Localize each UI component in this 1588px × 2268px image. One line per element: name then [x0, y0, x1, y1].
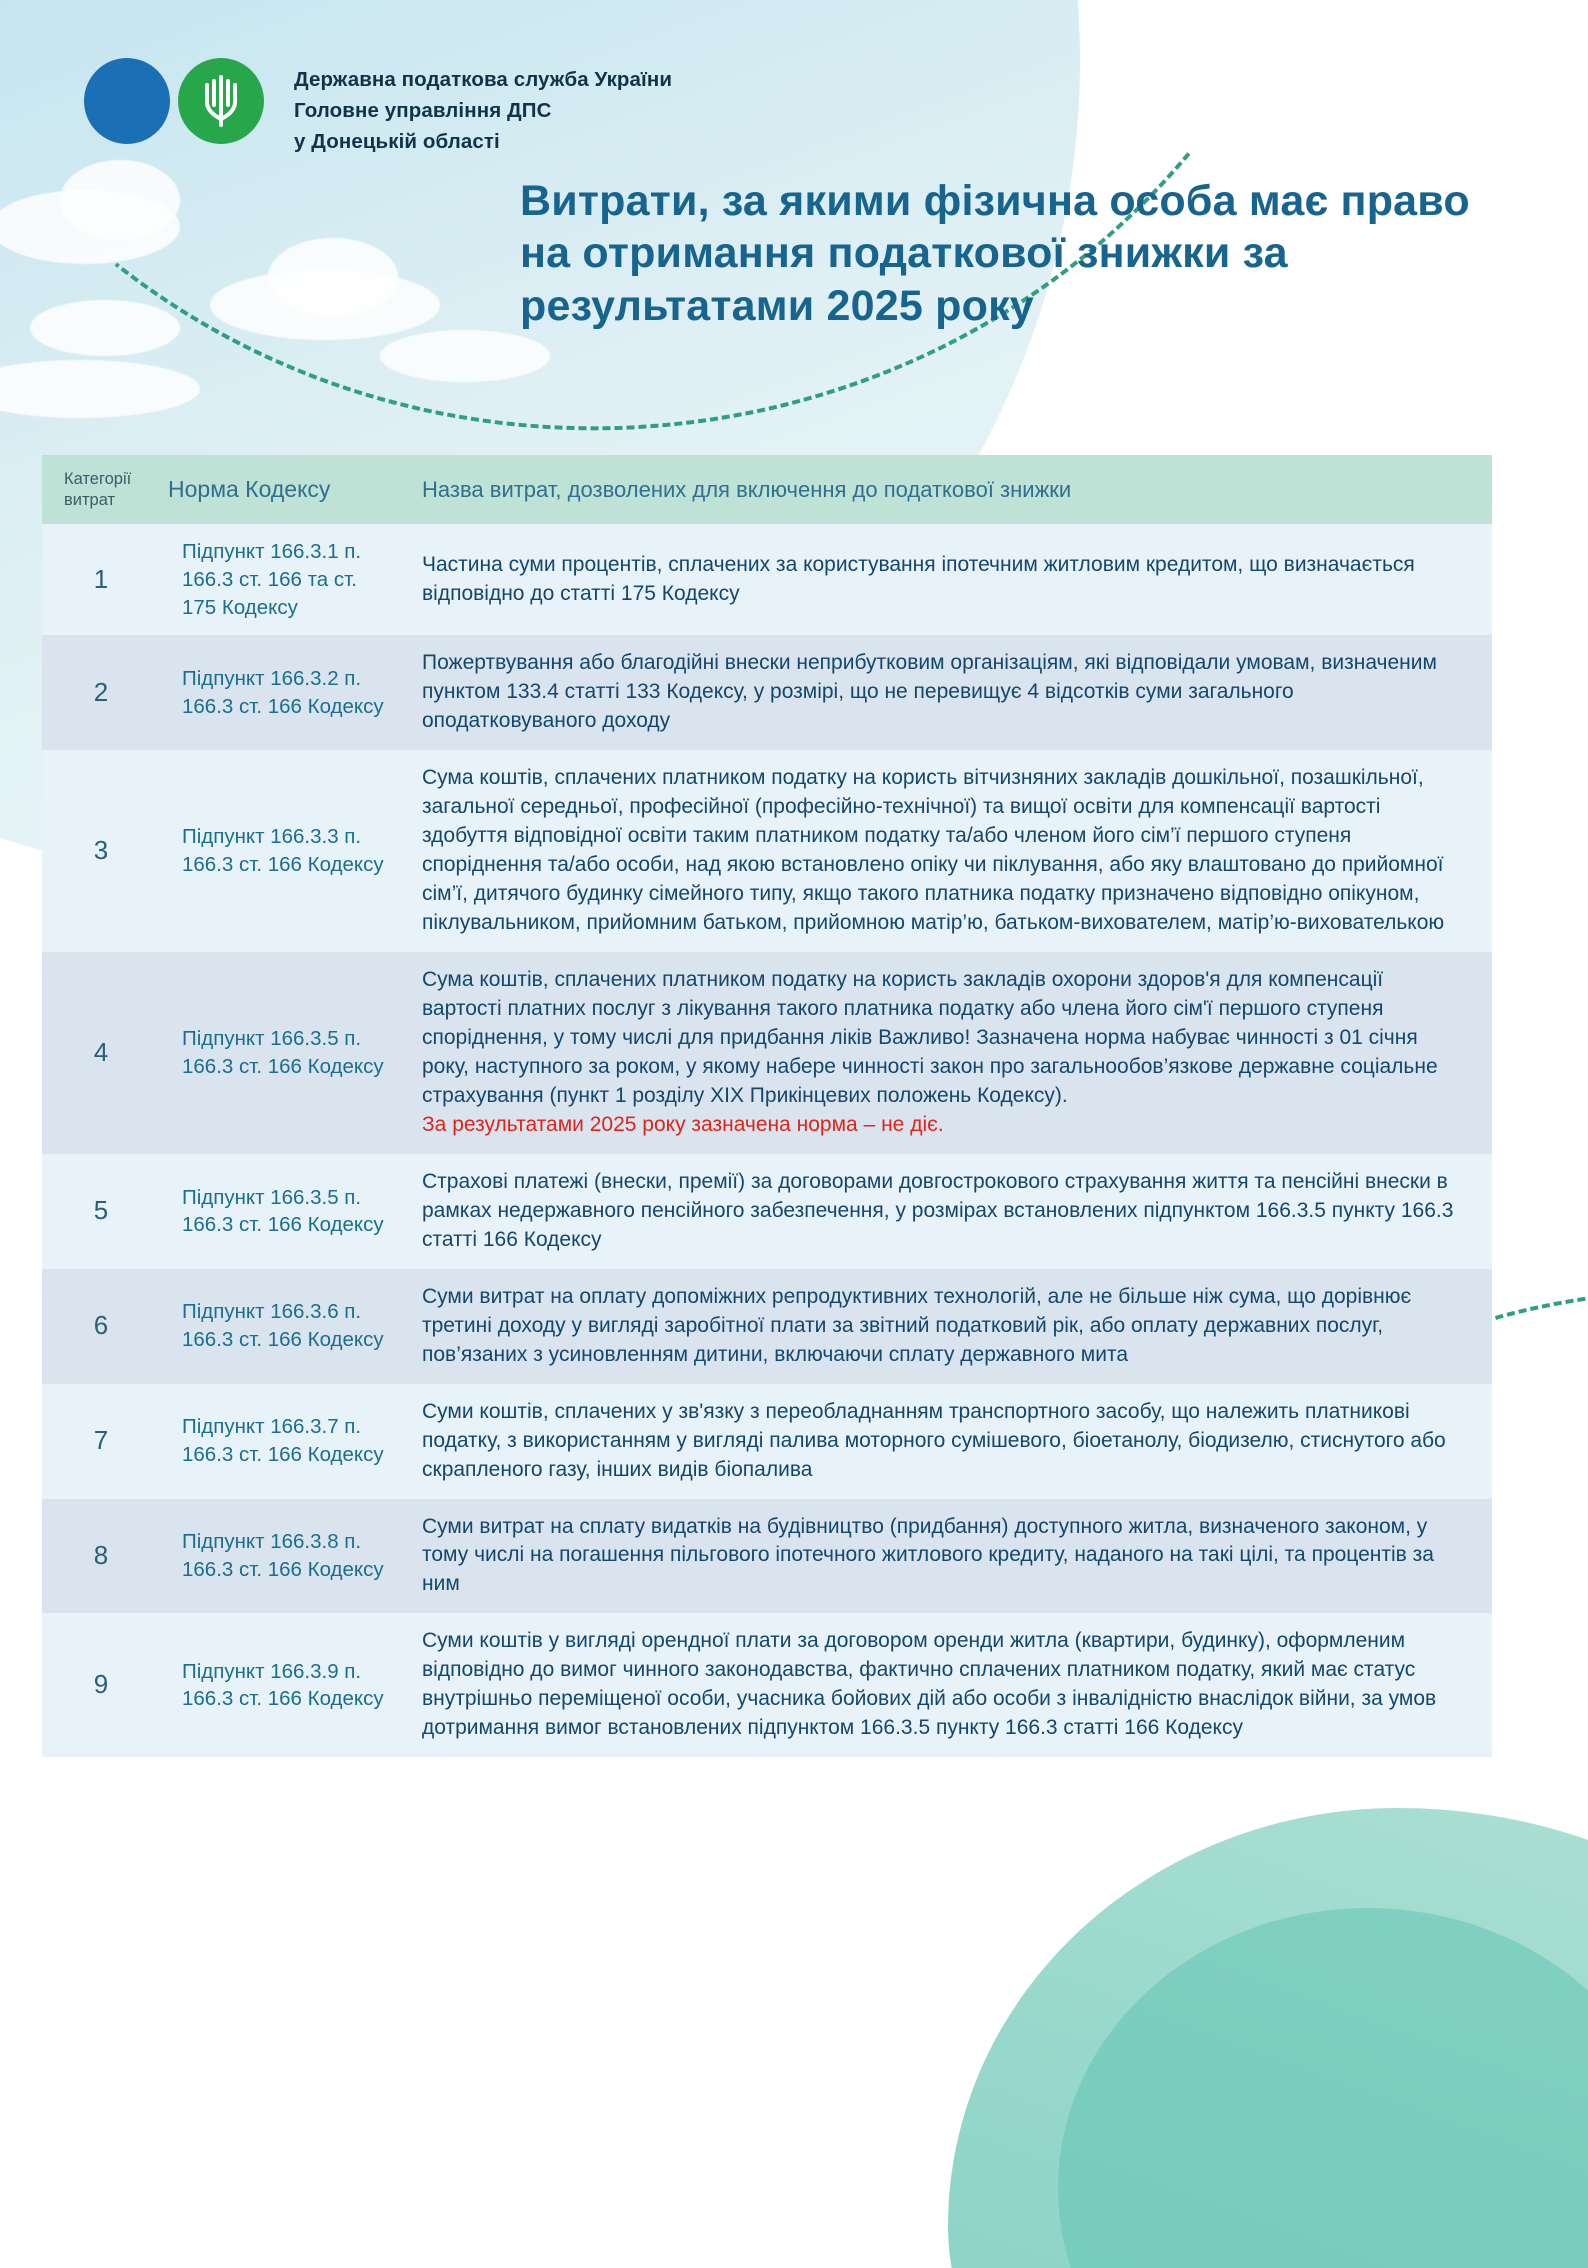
row-warning-text: За результатами 2025 року зазначена норма – не діє.: [422, 1112, 944, 1136]
row-code-norm: Підпункт 166.3.5 п. 166.3 ст. 166 Кодексу: [160, 952, 400, 1154]
row-category-number: 9: [42, 1613, 160, 1757]
column-header-category: Категорії витрат: [42, 455, 160, 524]
row-description: [400, 952, 1492, 1154]
row-description: [400, 1613, 1492, 1757]
row-category-number: 4: [42, 952, 160, 1154]
table-row: [42, 750, 1492, 952]
row-description-text: Суми коштів у вигляді орендної плати за договором оренди житла (квартири, будинку), оформленим відповідно до вимог чинного законодавства, фактично сплачених платником податку, який має статус внутрішньо переміщеної особи, учасника бойових дій або особи з інвалідністю внаслідок війни, за умов дотримання вимог встановлених підпунктом 166.3.5 пункту 166.3 статті 166 Кодексу: [422, 1629, 1437, 1740]
table-row: [42, 1384, 1492, 1499]
table-row: [42, 1269, 1492, 1384]
row-description: [400, 750, 1492, 952]
row-code-norm: Підпункт 166.3.1 п. 166.3 ст. 166 та ст. 175 Кодексу: [160, 524, 400, 635]
table-head: [42, 455, 1492, 524]
table-row: [42, 524, 1492, 635]
row-code-norm: Підпункт 166.3.5 п. 166.3 ст. 166 Кодексу: [160, 1154, 400, 1269]
row-code-norm: Підпункт 166.3.8 п. 166.3 ст. 166 Кодексу: [160, 1499, 400, 1614]
row-description-text: Страхові платежі (внески, премії) за договорами довгострокового страхування життя та пенсійні внески в рамках недержавного пенсійного забезпечення, у розмірах встановлених підпунктом 166.3.5 пункту 166.3 статті 166 Кодексу: [422, 1169, 1454, 1251]
row-category-number: 5: [42, 1154, 160, 1269]
document-header: [84, 58, 672, 157]
row-description-text: Суми витрат на сплату видатків на будівництво (придбання) доступного житла, визначеного законом, у тому числі на погашення пільгового іпотечного житлового кредиту, наданого на такі цілі, та процентів за ним: [422, 1514, 1434, 1596]
row-description: [400, 524, 1492, 635]
table-header-row: [42, 455, 1492, 524]
table-row: [42, 1613, 1492, 1757]
cloud-5: [30, 300, 180, 356]
row-description-text: Суми витрат на оплату допоміжних репродуктивних технологій, але не більше ніж сума, що дорівнює третині доходу у вигляді заробітної плати за звітний податковий рік, або оплату державних послуг, пов’язаних з усиновленням дитини, включаючи сплату державного мита: [422, 1284, 1412, 1366]
org-line-2: Головне управління ДПС: [294, 99, 552, 123]
row-description-text: Частина суми процентів, сплачених за користування іпотечним житловим кредитом, що визначається відповідно до статті 175 Кодексу: [422, 552, 1415, 605]
row-category-number: 6: [42, 1269, 160, 1384]
organization-name: [294, 58, 672, 157]
org-line-3: у Донецькій області: [294, 130, 500, 154]
table-row: [42, 635, 1492, 750]
row-description: [400, 1154, 1492, 1269]
row-description-text: Сума коштів, сплачених платником податку на користь закладів охорони здоров'я для компенсації вартості платних послуг з лікування такого платника податку або члена його сім'ї першого ступеня споріднення, у тому числі для придбання ліків Важливо! Зазначена норма набуває чинності з 01 січня року, наступного за роком, у якому набере чинності закон про загальнообов’язкове державне соціальне страхування (пункт 1 розділу XIX Прикінцевих положень Кодексу).: [422, 967, 1438, 1107]
row-category-number: 7: [42, 1384, 160, 1499]
row-description: [400, 1384, 1492, 1499]
row-category-number: 3: [42, 750, 160, 952]
row-code-norm: Підпункт 166.3.3 п. 166.3 ст. 166 Кодексу: [160, 750, 400, 952]
row-description-text: Пожертвування або благодійні внески неприбутковим організаціям, які відповідали умовам, визначеним пунктом 133.4 статті 133 Кодексу, у розмірі, що не перевищує 4 відсотків суми загального оподатковуваного доходу: [422, 651, 1437, 733]
table-body: [42, 524, 1492, 1757]
row-code-norm: Підпункт 166.3.6 п. 166.3 ст. 166 Кодексу: [160, 1269, 400, 1384]
logo-group: [84, 58, 264, 144]
row-code-norm: Підпункт 166.3.9 п. 166.3 ст. 166 Кодексу: [160, 1613, 400, 1757]
column-header-norm: Норма Кодексу: [160, 455, 400, 524]
row-category-number: 1: [42, 524, 160, 635]
row-category-number: 8: [42, 1499, 160, 1614]
table-row: [42, 1154, 1492, 1269]
expenses-table-container: [42, 455, 1492, 1757]
row-code-norm: Підпункт 166.3.7 п. 166.3 ст. 166 Кодексу: [160, 1384, 400, 1499]
org-line-1: Державна податкова служба України: [294, 68, 673, 91]
row-description-text: Суми коштів, сплачених у зв'язку з переобладнанням транспортного засобу, що належить платникові податку, з використанням у вигляді палива моторного сумішевого, біоетанолу, біодизелю, стиснутого або скрапленого газу, інших видів біопалива: [422, 1399, 1446, 1481]
table-row: [42, 952, 1492, 1154]
row-description-text: Сума коштів, сплачених платником податку на користь вітчизняних закладів дошкільної, позашкільної, загальної середньої, професійної (професійно-технічної) та вищої освіти для компенсації вартості здобуття відповідної освіти таким платником податку та/або членом його сім’ї першого ступеня споріднення та/або особи, над якою встановлено опіку чи піклування, або яку влаштовано до прийомної сім’ї, дитячого будинку сімейного типу, якщо такого платника податку призначено відповідно опікуном, піклувальником, прийомним батьком, прийомною матір’ю, батьком-вихователем, матір’ю-вихователькою: [422, 766, 1445, 935]
blue-circle-logo-icon: [84, 58, 170, 144]
row-code-norm: Підпункт 166.3.2 п. 166.3 ст. 166 Кодексу: [160, 635, 400, 750]
row-description: [400, 635, 1492, 750]
table-row: [42, 1499, 1492, 1614]
trident-emblem-logo-icon: [178, 58, 264, 144]
row-description: [400, 1499, 1492, 1614]
row-description: [400, 1269, 1492, 1384]
column-header-description: Назва витрат, дозволених для включення до податкової знижки: [400, 455, 1492, 524]
page-title: Витрати, за якими фізична особа має право на отримання податкової знижки за результатами 2025 року: [520, 177, 1470, 330]
row-category-number: 2: [42, 635, 160, 750]
expenses-table: [42, 455, 1492, 1757]
